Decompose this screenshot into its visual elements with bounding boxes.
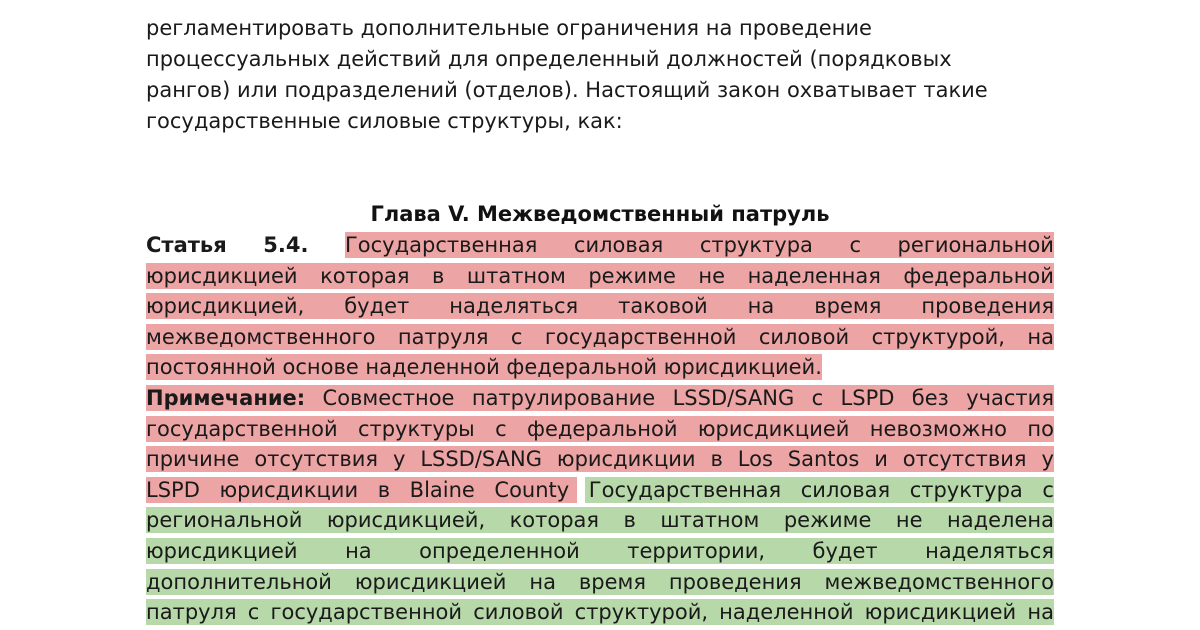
intro-line: регламентировать дополнительные ограничения на проведение <box>146 16 872 40</box>
text-word: Совместное <box>322 385 455 410</box>
text-word: региональной <box>146 508 303 533</box>
text-word: будет <box>344 294 410 319</box>
text-word: юрисдикции <box>219 477 359 502</box>
amendment-line <box>146 567 1054 598</box>
text-word: патруля <box>397 324 489 349</box>
text-word: межведомственного <box>146 324 376 349</box>
intro-paragraph <box>146 0 1054 137</box>
text-word: Blaine <box>409 477 475 502</box>
text-word: определенной <box>419 538 580 563</box>
text-word: которая <box>509 508 600 533</box>
text-word: структура <box>699 233 813 257</box>
amendment-line <box>146 536 1054 567</box>
text-word: с <box>849 233 861 257</box>
text-word: штатном <box>660 508 760 533</box>
text-word: государственной <box>544 324 737 349</box>
text-word: с <box>1042 477 1054 502</box>
intro-line: государственные силовые структуры, как: <box>146 109 623 133</box>
text-word: юрисдикцией, <box>326 508 486 533</box>
text-word: не <box>895 508 923 533</box>
text-word: юрисдикцией <box>146 538 298 563</box>
text-word: отсутствия <box>902 447 1027 472</box>
text-word: режиме <box>783 508 872 533</box>
text-word: Государственная <box>344 233 538 257</box>
text-word: федеральной <box>526 416 678 441</box>
note-line <box>146 383 1054 414</box>
text-word: участия <box>966 385 1054 410</box>
text-word: Государственная <box>588 477 782 502</box>
article-line <box>146 291 1054 322</box>
text-word: наделенная <box>747 263 881 288</box>
text-word: патрулирование <box>471 385 656 410</box>
text-word: по <box>1027 416 1054 441</box>
text-word: и <box>874 447 888 472</box>
text-word: силовая <box>573 233 664 257</box>
text-word: с <box>811 385 824 410</box>
text-word: государственной <box>270 600 463 625</box>
amendment-line <box>146 597 1054 628</box>
text-word: на <box>529 569 556 594</box>
text-word: в <box>710 447 723 472</box>
text-word: структура <box>909 477 1023 502</box>
note-label: Примечание: <box>146 385 306 410</box>
text-word: отсутствия <box>254 447 379 472</box>
text-word: без <box>911 385 949 410</box>
text-word: Santos <box>787 447 860 472</box>
text-word: Los <box>737 447 773 472</box>
text-word: наделена <box>947 508 1054 533</box>
text-word: County <box>494 477 570 502</box>
text-word: LSSD/SANG <box>672 385 795 410</box>
text-word: с <box>495 416 507 441</box>
text-word: в <box>623 508 636 533</box>
article-line <box>146 261 1054 292</box>
text-word: на <box>1027 324 1054 349</box>
text-word: силовой <box>758 324 850 349</box>
text-word: штатном <box>466 263 566 288</box>
text-word: территории, <box>627 538 766 563</box>
article-label-word: Статья <box>146 233 227 257</box>
text-word: причине <box>146 447 240 472</box>
article-line <box>146 230 1054 261</box>
text-word: структурой, <box>871 324 1005 349</box>
text-word: наделяться <box>449 294 579 319</box>
text-segment: постоянной основе наделенной федеральной юрисдикцией. <box>146 355 822 380</box>
text-word: в <box>377 477 391 502</box>
text-word: региональной <box>897 233 1054 257</box>
text-word: время <box>814 294 882 319</box>
text-word: не <box>698 263 726 288</box>
document-page <box>146 0 1054 628</box>
text-word: проведения <box>921 294 1054 319</box>
article-line <box>146 352 1054 383</box>
text-word: в <box>432 263 445 288</box>
text-word: у <box>1041 447 1054 472</box>
intro-line: процессуальных действий для определенный должностей (порядковых <box>146 47 952 71</box>
text-word: на <box>747 294 775 319</box>
text-word: LSPD <box>840 385 895 410</box>
text-word: федеральной <box>903 263 1054 288</box>
text-word: с <box>247 600 260 625</box>
text-word: структурой, <box>574 600 709 625</box>
article-block <box>146 230 1054 628</box>
note-line <box>146 444 1054 475</box>
text-word: LSPD <box>146 477 200 502</box>
text-word: силовой <box>473 600 564 625</box>
text-word: структуры <box>357 416 475 441</box>
text-word: юрисдикцией <box>354 569 507 594</box>
text-word: с <box>510 324 523 349</box>
text-word: на <box>1027 600 1054 625</box>
text-word: время <box>578 569 646 594</box>
text-word: наделяться <box>925 538 1054 563</box>
text-word: таковой <box>618 294 708 319</box>
text-word: государственной <box>146 416 338 441</box>
text-word: патруля <box>146 600 237 625</box>
article-label-word: 5.4. <box>263 233 309 257</box>
text-word: юрисдикции <box>556 447 696 472</box>
chapter-title: Глава V. Межведомственный патруль <box>370 202 830 226</box>
text-word: юрисдикцией, <box>146 294 305 319</box>
text-word: которая <box>320 263 410 288</box>
article-line <box>146 322 1054 353</box>
intro-partial-line <box>146 0 1054 13</box>
text-word: юрисдикцией <box>146 263 298 288</box>
text-word: будет <box>812 538 878 563</box>
note-line <box>146 475 1054 506</box>
text-word: на <box>345 538 372 563</box>
text-word: режиме <box>588 263 676 288</box>
text-word: дополнительной <box>146 569 332 594</box>
text-word: наделенной <box>719 600 854 625</box>
text-word: юрисдикцией <box>697 416 850 441</box>
amendment-line <box>146 505 1054 536</box>
text-word: юрисдикцией <box>864 600 1017 625</box>
text-word: межведомственного <box>824 569 1054 594</box>
text-word: у <box>392 447 406 472</box>
text-word: силовая <box>800 477 891 502</box>
text-word: невозможно <box>869 416 1008 441</box>
intro-line: рангов) или подразделений (отделов). Настоящий закон охватывает такие <box>146 78 988 102</box>
text-word: LSSD/SANG <box>420 447 542 472</box>
text-word: проведения <box>668 569 802 594</box>
note-line <box>146 414 1054 445</box>
